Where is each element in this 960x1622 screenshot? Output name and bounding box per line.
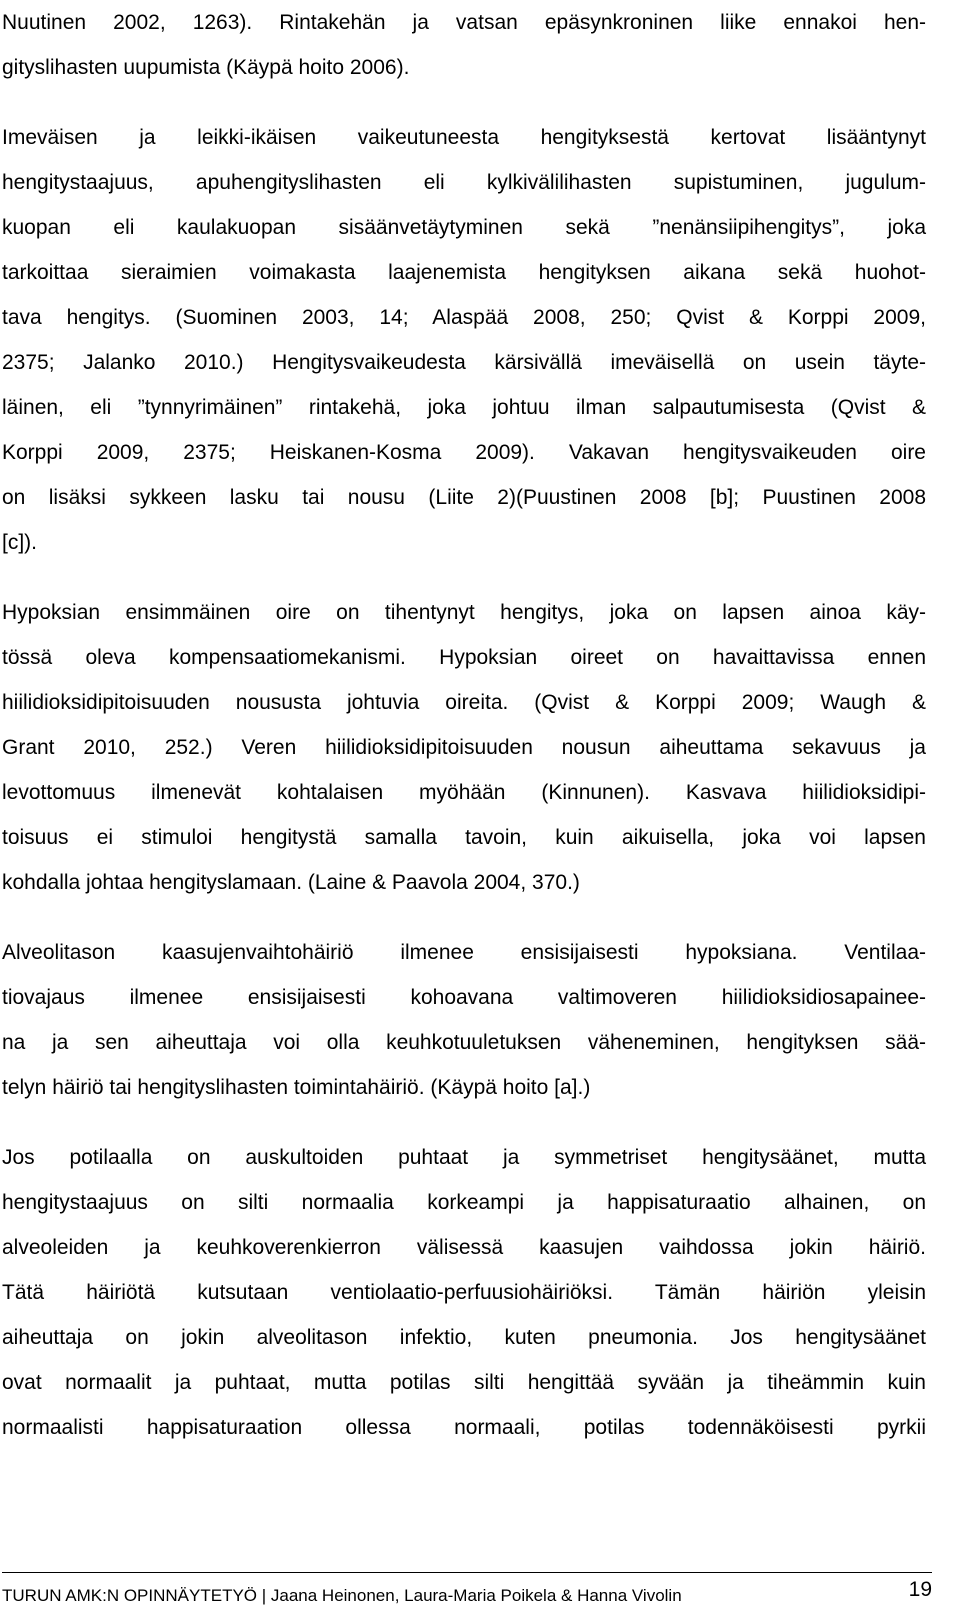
- footer-text: TURUN AMK:N OPINNÄYTETYÖ | Jaana Heinonen, Laura-Maria Poikela & Hanna Vivolin: [2, 1586, 682, 1605]
- text-line: kohdalla johtaa hengityslamaan. (Laine & Paavola 2004, 370.): [2, 871, 580, 894]
- body-text: [2, 0, 926, 1450]
- text-line: Nuutinen 2002, 1263). Rintakehän ja vatsan epäsynkroninen liike ennakoi hen-: [2, 11, 926, 34]
- text-line: hengitystaajuus, apuhengityslihasten eli kylkivälilihasten supistuminen, jugulum-: [2, 171, 926, 194]
- text-line: alveoleiden ja keuhkoverenkierron välisessä kaasujen vaihdossa jokin häiriö.: [2, 1236, 926, 1259]
- paragraph: [2, 115, 926, 565]
- text-line: Imeväisen ja leikki-ikäisen vaikeutuneesta hengityksestä kertovat lisääntynyt: [2, 126, 926, 149]
- text-line: tössä oleva kompensaatiomekanismi. Hypoksian oireet on havaittavissa ennen: [2, 646, 926, 669]
- paragraph: [2, 930, 926, 1110]
- text-line: Jos potilaalla on auskultoiden puhtaat ja symmetriset hengitysäänet, mutta: [2, 1146, 926, 1169]
- text-line: tiovajaus ilmenee ensisijaisesti kohoavana valtimoveren hiilidioksidiosapainee-: [2, 986, 926, 1009]
- text-line: Tätä häiriötä kutsutaan ventiolaatio-perfuusiohäiriöksi. Tämän häiriön yleisin: [2, 1281, 926, 1304]
- text-line: [c]).: [2, 531, 37, 554]
- text-line: normaalisti happisaturaation ollessa normaali, potilas todennäköisesti pyrkii: [2, 1416, 926, 1439]
- text-line: läinen, eli ”tynnyrimäinen” rintakehä, joka johtuu ilman salpautumisesta (Qvist &: [2, 396, 926, 419]
- text-line: Hypoksian ensimmäinen oire on tihentynyt hengitys, joka on lapsen ainoa käy-: [2, 601, 926, 624]
- page-number: 19: [908, 1578, 932, 1601]
- footer-divider: [2, 1572, 932, 1573]
- text-line: Korppi 2009, 2375; Heiskanen-Kosma 2009). Vakavan hengitysvaikeuden oire: [2, 441, 926, 464]
- text-line: levottomuus ilmenevät kohtalaisen myöhään (Kinnunen). Kasvava hiilidioksidipi-: [2, 781, 926, 804]
- paragraph: [2, 590, 926, 905]
- text-line: ovat normaalit ja puhtaat, mutta potilas silti hengittää syvään ja tiheämmin kuin: [2, 1371, 926, 1394]
- text-line: toisuus ei stimuloi hengitystä samalla tavoin, kuin aikuisella, joka voi lapsen: [2, 826, 926, 849]
- text-line: on lisäksi sykkeen lasku tai nousu (Liite 2)(Puustinen 2008 [b]; Puustinen 2008: [2, 486, 926, 509]
- paragraph: [2, 0, 926, 90]
- text-line: Alveolitason kaasujenvaihtohäiriö ilmenee ensisijaisesti hypoksiana. Ventilaa-: [2, 941, 926, 964]
- text-line: hiilidioksidipitoisuuden noususta johtuvia oireita. (Qvist & Korppi 2009; Waugh &: [2, 691, 926, 714]
- text-line: na ja sen aiheuttaja voi olla keuhkotuuletuksen väheneminen, hengityksen sää-: [2, 1031, 926, 1054]
- text-line: aiheuttaja on jokin alveolitason infektio, kuten pneumonia. Jos hengitysäänet: [2, 1326, 926, 1349]
- text-line: tarkoittaa sieraimien voimakasta laajenemista hengityksen aikana sekä huohot-: [2, 261, 926, 284]
- text-line: Grant 2010, 252.) Veren hiilidioksidipitoisuuden nousun aiheuttama sekavuus ja: [2, 736, 926, 759]
- text-line: gityslihasten uupumista (Käypä hoito 2006).: [2, 56, 410, 79]
- text-line: kuopan eli kaulakuopan sisäänvetäytyminen sekä ”nenänsiipihengitys”, joka: [2, 216, 926, 239]
- text-line: hengitystaajuus on silti normaalia korkeampi ja happisaturaatio alhainen, on: [2, 1191, 926, 1214]
- text-line: 2375; Jalanko 2010.) Hengitysvaikeudesta kärsivällä imeväisellä on usein täyte-: [2, 351, 926, 374]
- page-footer: [2, 1572, 932, 1622]
- text-line: tava hengitys. (Suominen 2003, 14; Alaspää 2008, 250; Qvist & Korppi 2009,: [2, 306, 926, 329]
- text-line: telyn häiriö tai hengityslihasten toimintahäiriö. (Käypä hoito [a].): [2, 1076, 591, 1099]
- paragraph: [2, 1135, 926, 1450]
